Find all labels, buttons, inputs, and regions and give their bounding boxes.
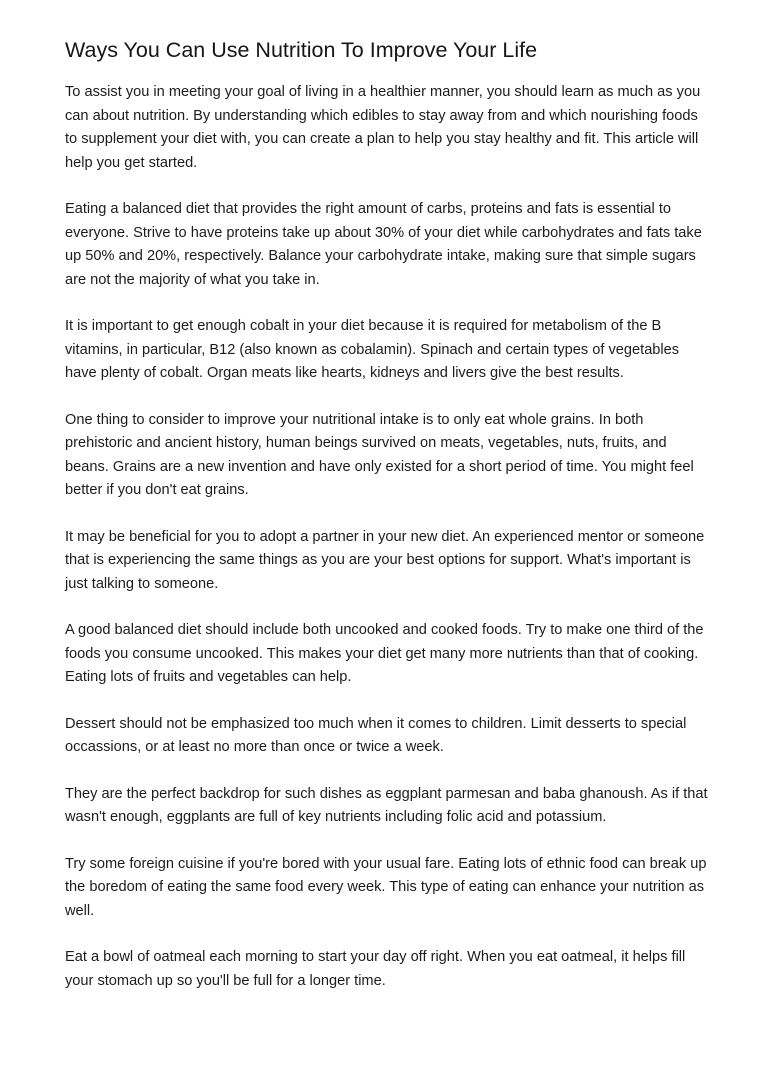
paragraph-dessert: Dessert should not be emphasized too much when it comes to children. Limit desserts to special occassions, or at least no more than once or twice a week. bbox=[65, 715, 687, 755]
paragraph-oatmeal: Eat a bowl of oatmeal each morning to start your day off right. When you eat oatmeal, it helps fill your stomach up so you'll be full for a longer time. bbox=[65, 949, 686, 989]
paragraph-cobalt: It is important to get enough cobalt in your diet because it is required for metabolism of the B vitamins, in particular, B12 (also known as cobalamin). Spinach and certain types of vegetables have plenty of cobalt. Organ meats like hearts, kidneys and livers give the best results. bbox=[65, 318, 680, 381]
paragraph-uncooked-foods: A good balanced diet should include both uncooked and cooked foods. Try to make one third of the foods you consume uncooked. This makes your diet get many more nutrients than that of cooking. Eating lots of fruits and vegetables can help. bbox=[65, 622, 704, 685]
page-title: Ways You Can Use Nutrition To Improve Your Life bbox=[65, 38, 538, 62]
paragraph-eggplant: They are the perfect backdrop for such dishes as eggplant parmesan and baba ghanoush. As if that wasn't enough, eggplants are full of key nutrients including folic acid and potassium. bbox=[65, 785, 708, 825]
document-page bbox=[65, 36, 710, 1016]
paragraph-diet-partner: It may be beneficial for you to adopt a partner in your new diet. An experienced mentor or someone that is experiencing the same things as you are your best options for support. What's important is just talking to someone. bbox=[65, 528, 705, 592]
paragraph-whole-grains: One thing to consider to improve your nutritional intake is to only eat whole grains. In both prehistoric and ancient history, human beings survived on meats, vegetables, nuts, fruits, and beans. Grains are a new invention and have only existed for a short period of time. You might feel better if you don't eat grains. bbox=[65, 411, 694, 498]
paragraph-intro: To assist you in meeting your goal of living in a healthier manner, you should learn as much as you can about nutrition. By understanding which edibles to stay away from and which nourishing foods to supplement your diet with, you can create a plan to help you stay healthy and fit. This article will help you get started. bbox=[65, 84, 701, 171]
paragraph-foreign-cuisine: Try some foreign cuisine if you're bored with your usual fare. Eating lots of ethnic food can break up the boredom of eating the same food every week. This type of eating can enhance your nutrition as well. bbox=[65, 855, 707, 919]
paragraph-balanced-diet: Eating a balanced diet that provides the right amount of carbs, proteins and fats is essential to everyone. Strive to have proteins take up about 30% of your diet while carbohydrates and fats take up 50% and 20%, respectively. Balance your carbohydrate intake, making sure that simple sugars are not the majority of what you take in. bbox=[65, 201, 702, 288]
